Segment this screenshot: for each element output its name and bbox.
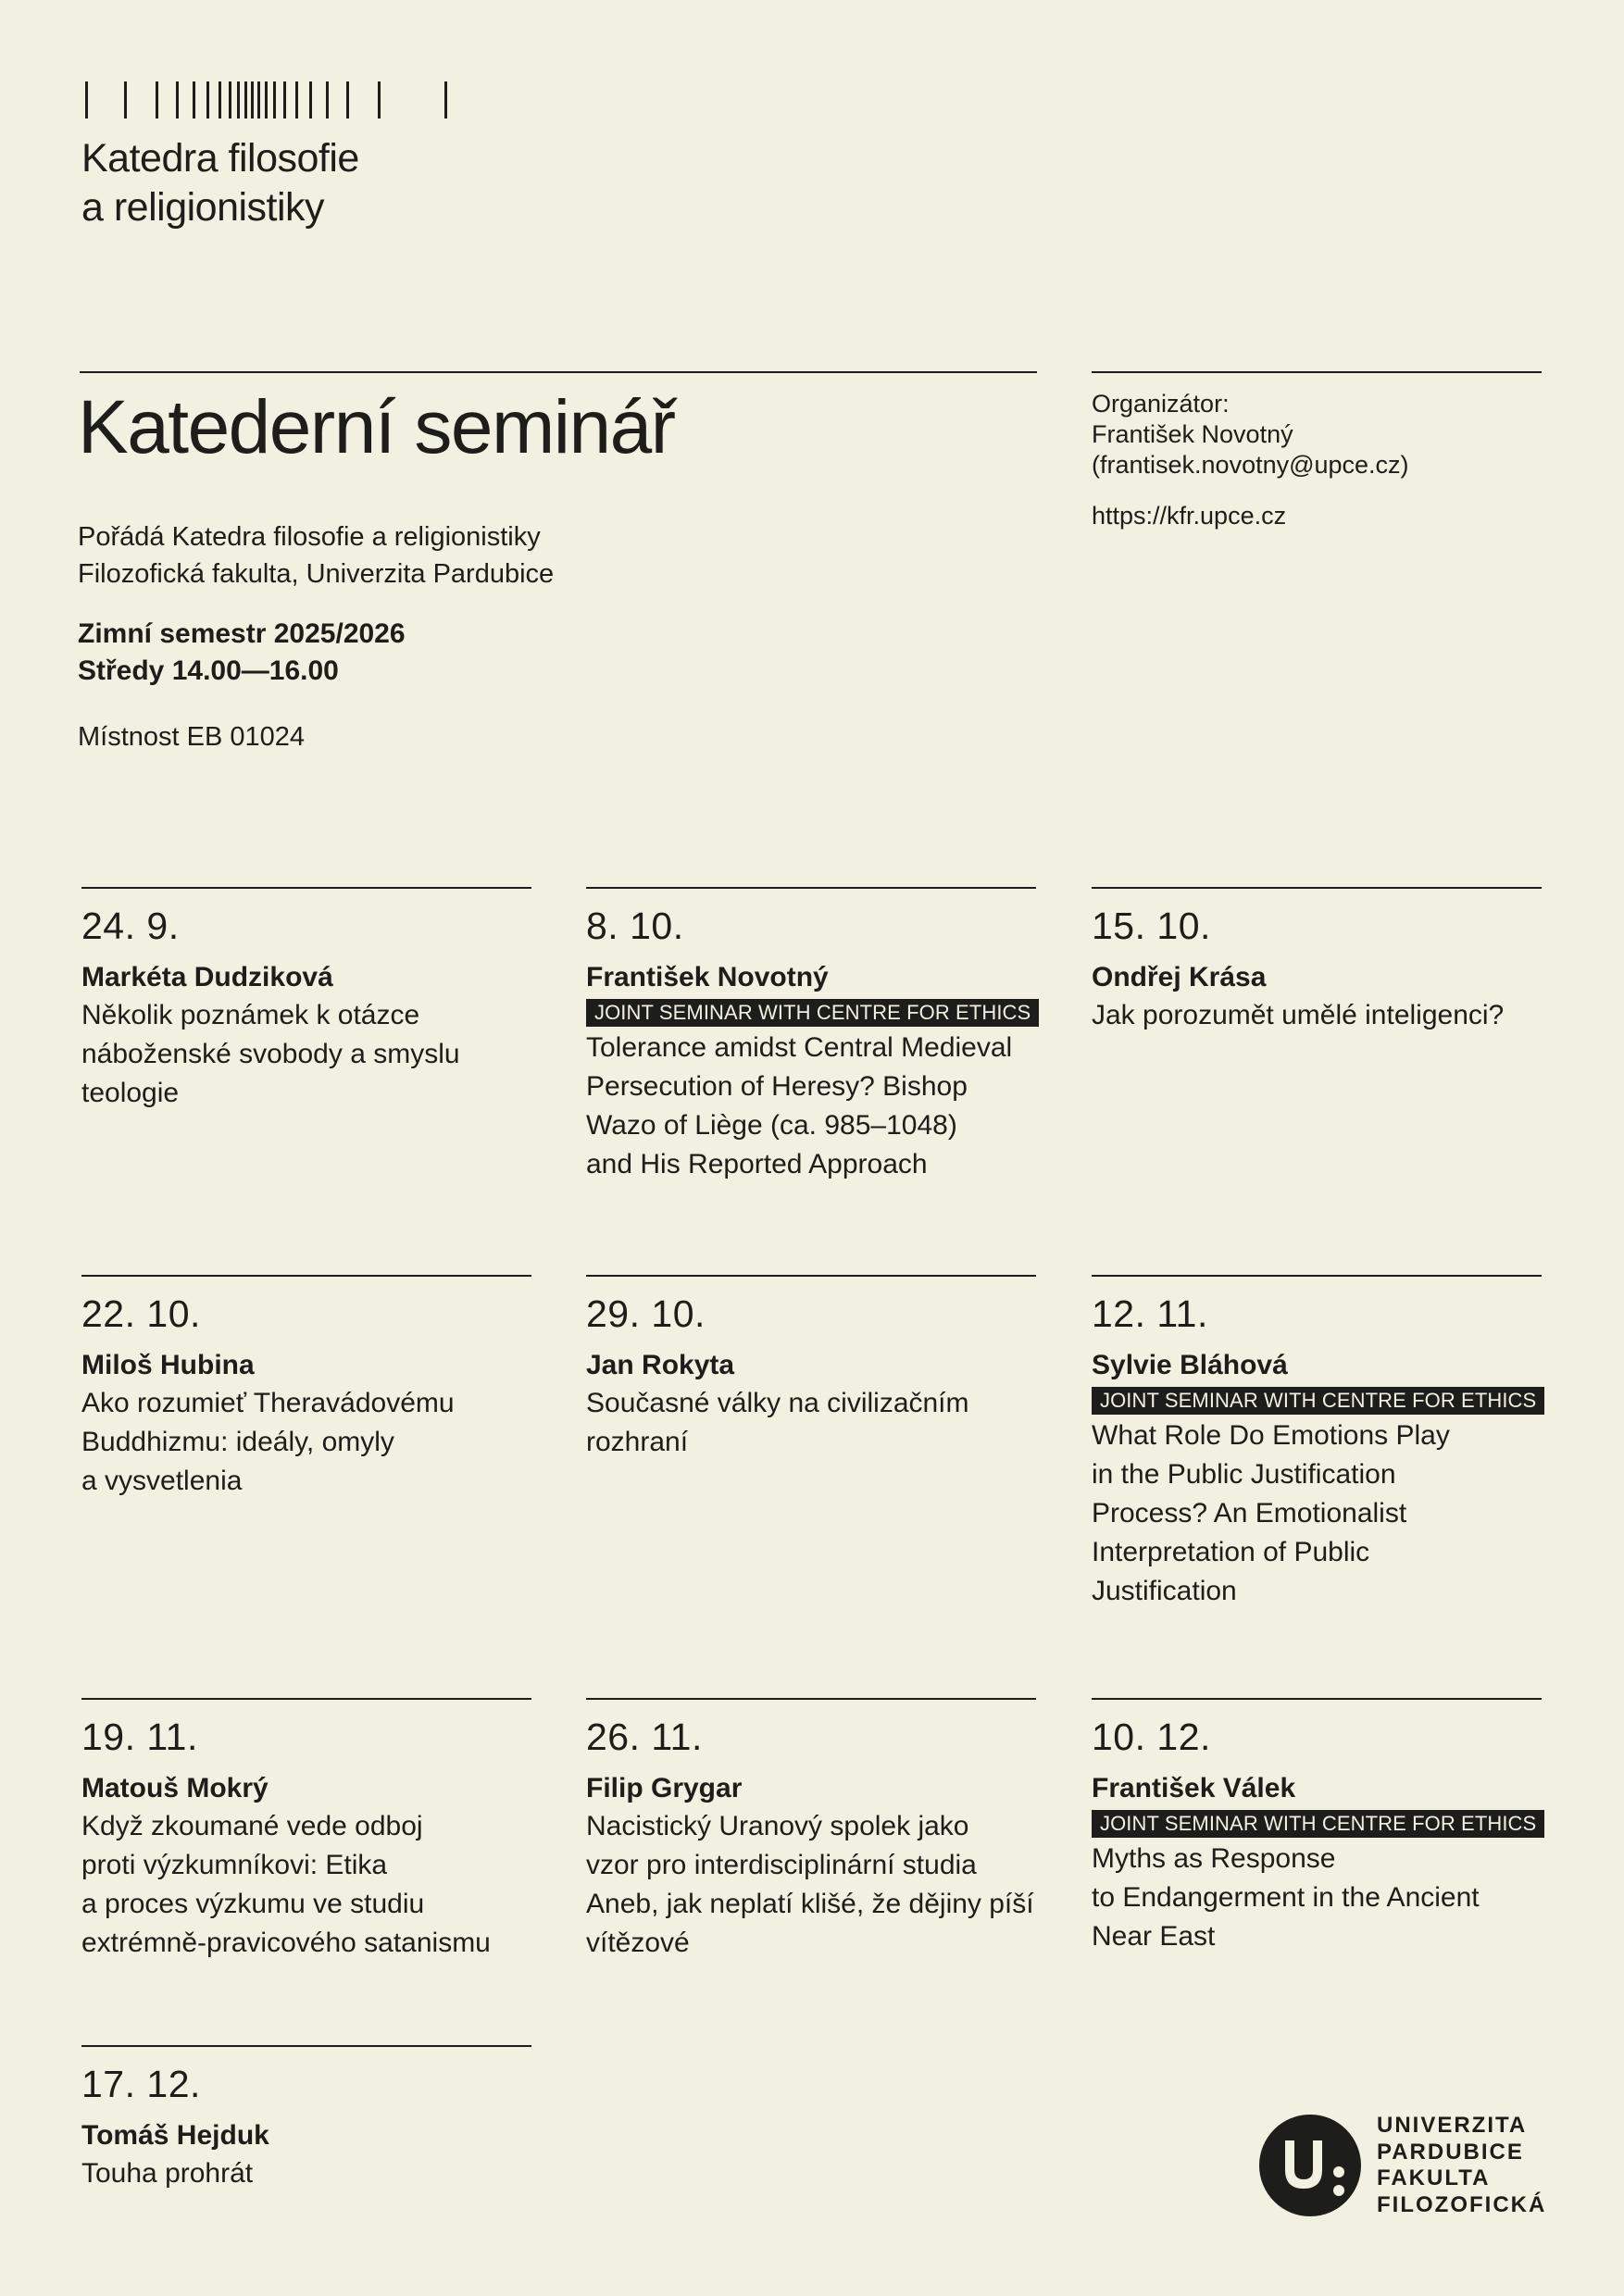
event-date: 26. 11. [586,1716,703,1758]
event-speaker: Jan Rokyta [586,1350,735,1380]
talk-line: and His Reported Approach [586,1149,928,1179]
logo-line: UNIVERZITA [1377,2113,1528,2138]
seminar-event [586,887,1036,1184]
event-rule [586,1698,1036,1700]
event-date: 15. 10. [1092,905,1211,947]
talk-line: Interpretation of Public [1092,1537,1370,1567]
talk-line: Touha prohrát [81,2158,254,2189]
semester-info [78,616,406,690]
seminar-event [1092,887,1542,1035]
event-date: 10. 12. [1092,1716,1211,1758]
organizer-email-link[interactable]: (frantisek.novotny@upce.cz) [1092,451,1409,479]
talk-line: Persecution of Heresy? Bishop [586,1071,968,1102]
talk-line: in the Public Justification [1092,1459,1396,1490]
seminar-event [81,1275,531,1501]
event-speaker: Miloš Hubina [81,1350,255,1380]
title-rule [80,371,1037,373]
talk-line: Několik poznámek k otázce [81,1000,420,1030]
talk-line: Aneb, jak neplatí klišé, že dějiny píší [586,1889,1034,1919]
event-speaker: Sylvie Bláhová [1092,1350,1288,1380]
event-date: 8. 10. [586,905,684,947]
intro-line: Pořádá Katedra filosofie a religionistiky [78,522,541,552]
logo-line: PARDUBICE [1377,2139,1524,2165]
seminar-event [586,1275,1036,1462]
talk-line: Myths as Response [1092,1843,1336,1874]
seminar-event [81,2045,531,2193]
department-name-line2: a religionistiky [81,185,325,230]
talk-line: vzor pro interdisciplinární studia [586,1850,977,1880]
talk-line: extrémně-pravicového satanismu [81,1928,491,1958]
event-date: 22. 10. [81,1292,201,1335]
talk-line: Ako rozumieť Theravádovému [81,1388,455,1418]
event-rule [1092,887,1542,889]
talk-line: teologie [81,1078,180,1108]
event-speaker: Ondřej Krása [1092,962,1267,992]
event-speaker: František Novotný [586,962,829,992]
event-talk-title [1092,996,1542,1035]
event-talk-title [586,1384,1036,1462]
seminar-event [81,887,531,1113]
talk-line: Současné války na civilizačním [586,1388,969,1418]
organizer-rule [1092,371,1542,373]
barcode-ornament [83,81,454,122]
event-talk-title [586,1807,1036,1963]
talk-line: Process? An Emotionalist [1092,1498,1407,1529]
department-name [81,134,359,232]
event-talk-title [1092,1840,1542,1956]
talk-line: a proces výzkumu ve studiu [81,1889,425,1919]
joint-seminar-badge: JOINT SEMINAR WITH CENTRE FOR ETHICS [1092,1810,1544,1838]
talk-line: to Endangerment in the Ancient [1092,1882,1480,1913]
event-rule [81,1275,531,1277]
event-rule [586,887,1036,889]
event-talk-title [81,1807,531,1963]
event-rule [81,1698,531,1700]
talk-line: proti výzkumníkovi: Etika [81,1850,388,1880]
event-talk-title [586,1029,1036,1184]
event-date: 24. 9. [81,905,180,947]
semester-label: Zimní semestr 2025/2026 [78,618,406,649]
intro-line: Filozofická fakulta, Univerzita Pardubice [78,559,555,589]
talk-line: Když zkoumané vede odboj [81,1811,423,1841]
event-rule [81,887,531,889]
event-talk-title [81,2154,531,2193]
talk-line: vítězové [586,1928,690,1958]
seminar-event [81,1698,531,1963]
talk-line: náboženské svobody a smyslu [81,1039,460,1069]
talk-line: What Role Do Emotions Play [1092,1420,1450,1451]
event-speaker: Tomáš Hejduk [81,2120,269,2151]
talk-line: Jak porozumět umělé inteligenci? [1092,1000,1505,1030]
event-rule [1092,1275,1542,1277]
talk-line: Buddhizmu: ideály, omyly [81,1427,394,1457]
event-date: 17. 12. [81,2063,201,2105]
time-label: Středy 14.00—16.00 [78,655,339,686]
joint-seminar-badge: JOINT SEMINAR WITH CENTRE FOR ETHICS [586,999,1039,1027]
event-rule [81,2045,531,2047]
university-logo [1259,2113,1547,2218]
event-speaker: Filip Grygar [586,1773,743,1803]
event-date: 12. 11. [1092,1292,1208,1335]
room-label: Místnost EB 01024 [78,722,306,752]
page-title: Katederní seminář [78,385,675,469]
event-speaker: František Válek [1092,1773,1296,1803]
event-talk-title [81,996,531,1113]
event-rule [1092,1698,1542,1700]
seminar-event [1092,1698,1542,1956]
event-speaker: Markéta Dudziková [81,962,333,992]
event-talk-title [81,1384,531,1501]
talk-line: Justification [1092,1576,1237,1606]
organizer-contact [1092,389,1409,531]
talk-line: Near East [1092,1921,1216,1952]
seminar-event [1092,1275,1542,1611]
logo-line: FILOZOFICKÁ [1377,2191,1547,2217]
event-rule [586,1275,1036,1277]
seminar-event [586,1698,1036,1963]
talk-line: Tolerance amidst Central Medieval [586,1032,1013,1063]
event-date: 29. 10. [586,1292,706,1335]
event-date: 19. 11. [81,1716,198,1758]
talk-line: Wazo of Liège (ca. 985–1048) [586,1110,957,1141]
organizer-label: Organizátor: [1092,390,1230,418]
website-link[interactable]: https://kfr.upce.cz [1092,502,1287,530]
joint-seminar-badge: JOINT SEMINAR WITH CENTRE FOR ETHICS [1092,1387,1544,1415]
talk-line: Nacistický Uranový spolek jako [586,1811,969,1841]
organizer-intro [78,518,554,593]
event-speaker: Matouš Mokrý [81,1773,269,1803]
department-name-line1: Katedra filosofie [81,136,359,181]
talk-line: rozhraní [586,1427,689,1457]
university-logo-text [1377,2113,1546,2218]
logo-line: FAKULTA [1377,2165,1491,2190]
university-logo-icon [1259,2115,1361,2216]
talk-line: a vysvetlenia [81,1466,243,1496]
event-talk-title [1092,1416,1542,1611]
organizer-name: František Novotný [1092,420,1293,448]
